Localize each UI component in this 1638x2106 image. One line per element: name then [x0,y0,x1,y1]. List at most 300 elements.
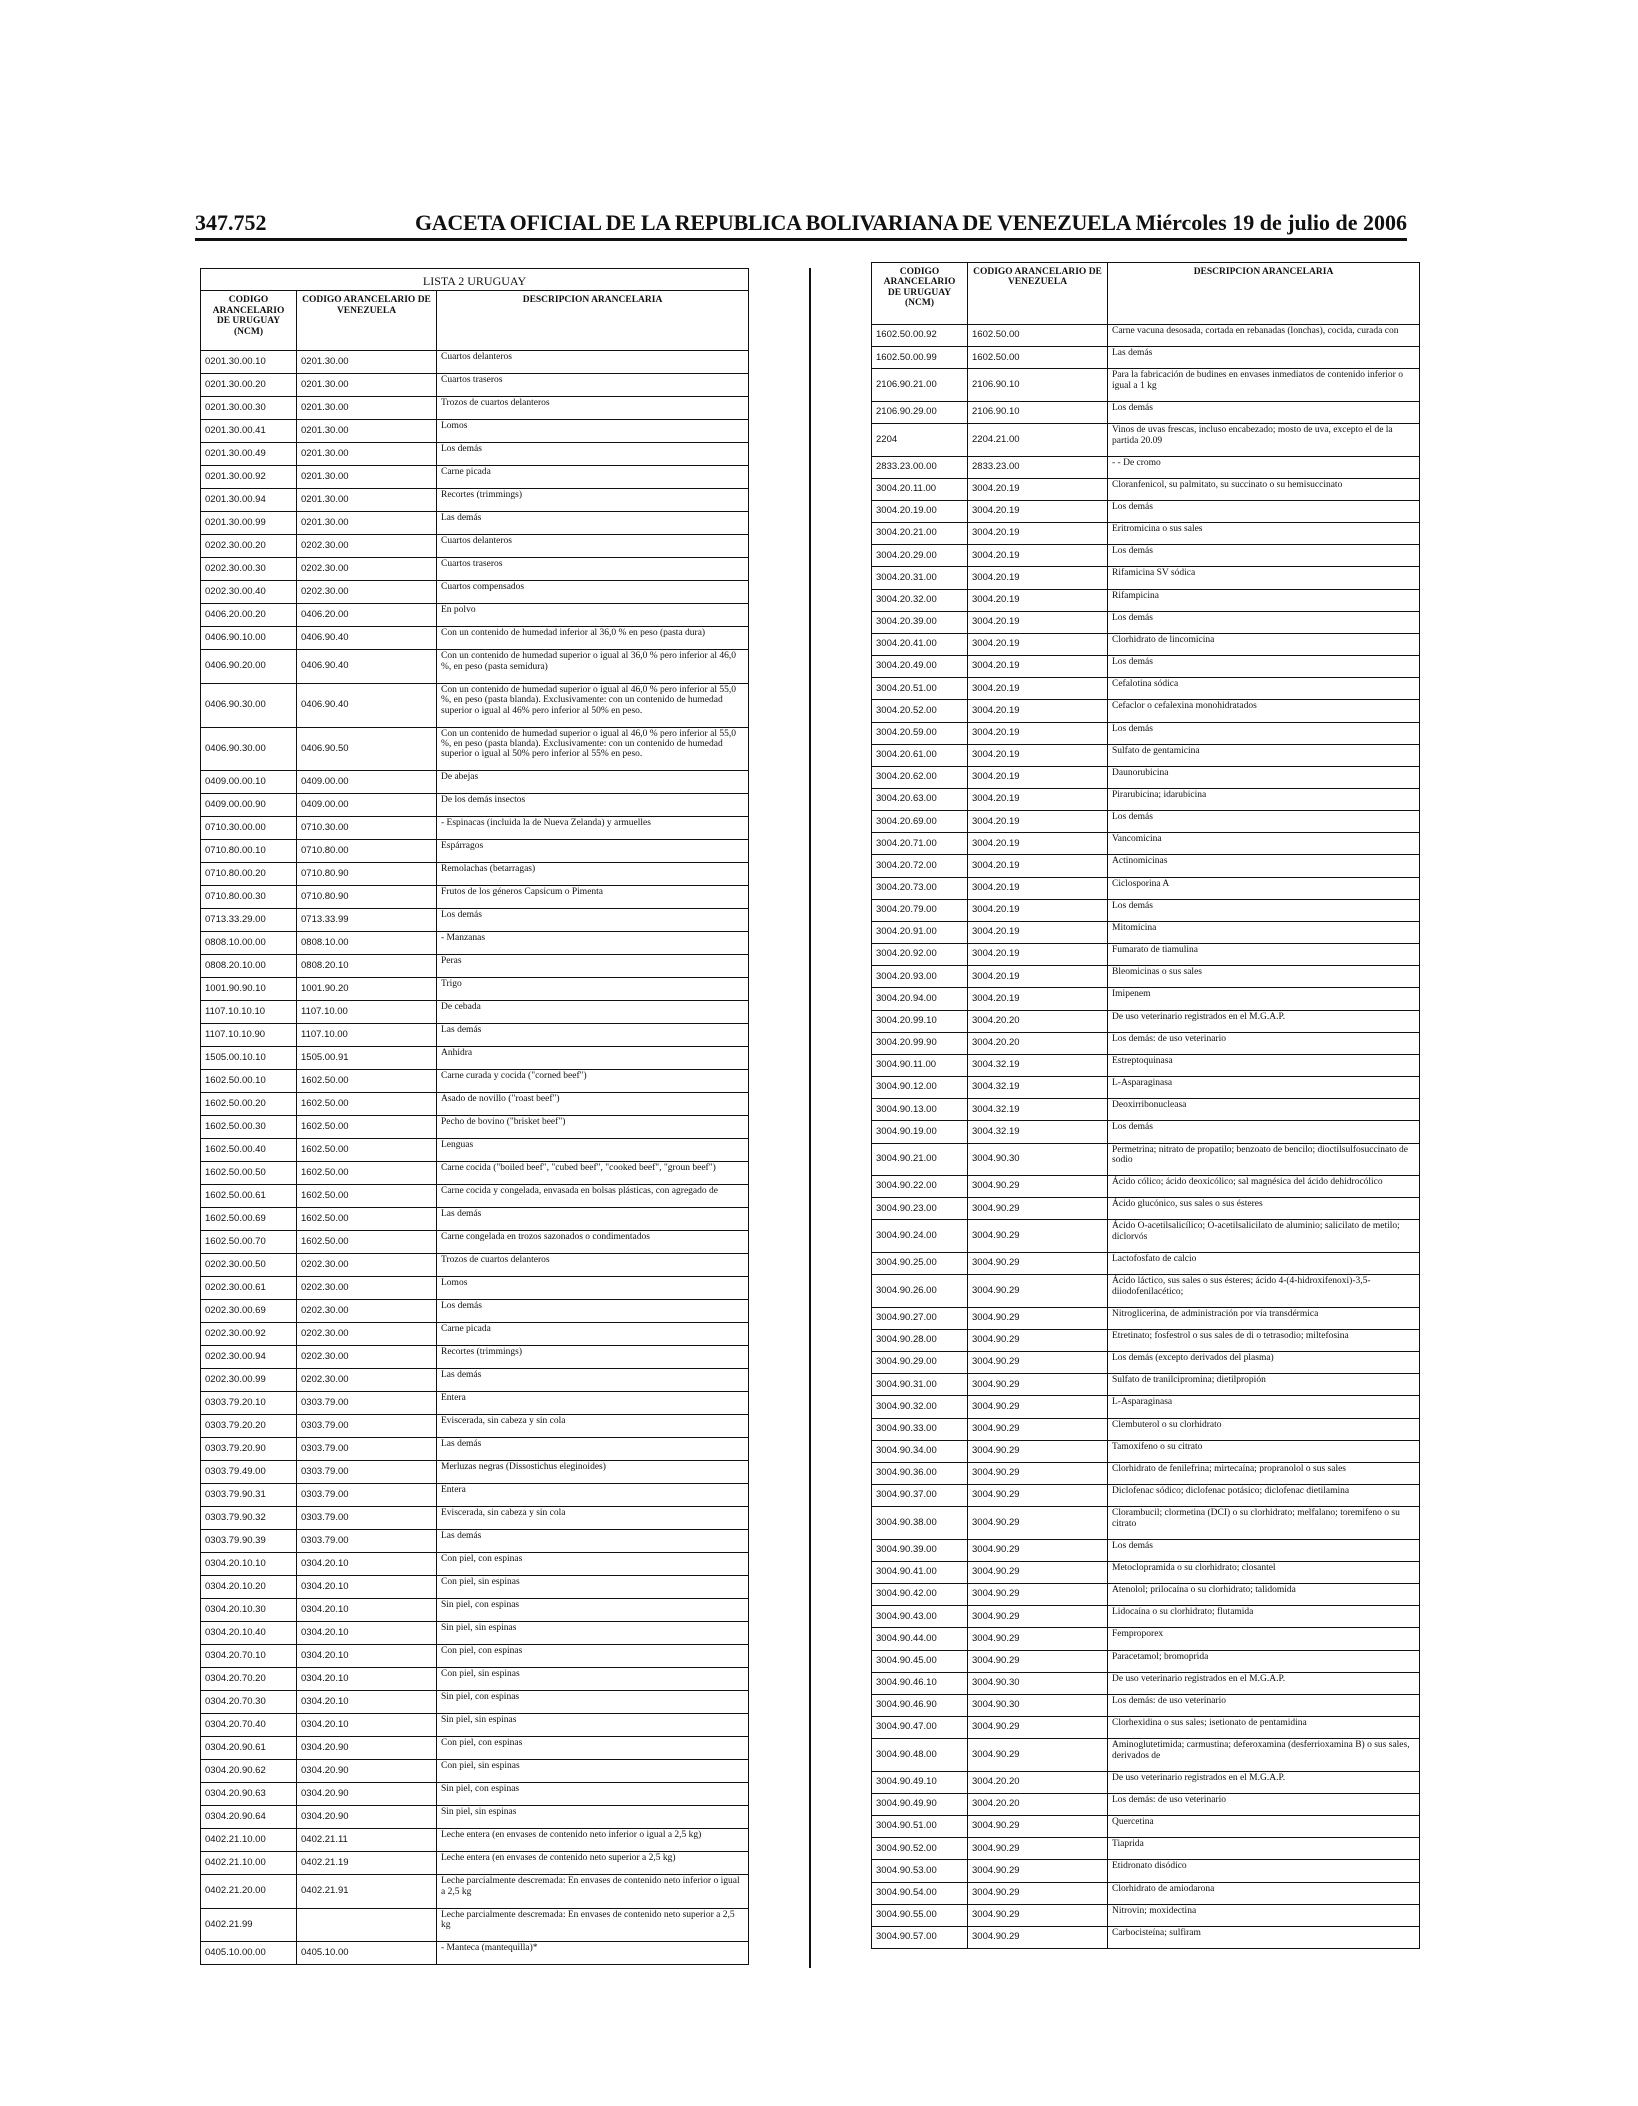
venezuela-code-cell: 3004.20.19 [968,656,1108,678]
description-cell: Con piel, con espinas [437,1645,749,1668]
description-cell: Lactofosfato de calcio [1108,1253,1420,1275]
uruguay-code-cell: 3004.90.46.90 [872,1694,968,1716]
uruguay-code-cell: 3004.90.41.00 [872,1561,968,1583]
venezuela-code-cell: 3004.20.20 [968,1010,1108,1032]
venezuela-code-cell: 0202.30.00 [297,1323,437,1346]
uruguay-code-cell: 3004.90.53.00 [872,1860,968,1882]
description-cell: Con piel, con espinas [437,1737,749,1760]
description-cell: Quercetina [1108,1816,1420,1838]
table-row [201,1024,749,1047]
venezuela-code-cell: 3004.32.19 [968,1099,1108,1121]
venezuela-code-cell: 1602.50.00 [297,1116,437,1139]
uruguay-code-cell: 0710.80.00.30 [201,886,297,909]
uruguay-code-cell: 0201.30.00.41 [201,420,297,443]
table-row [201,863,749,886]
venezuela-code-cell: 3004.90.30 [968,1143,1108,1176]
description-cell: Permetrina; nitrato de propatilo; benzoato de bencilo; dioctilsulfosuccinato de sodio [1108,1143,1420,1176]
venezuela-code-cell: 0303.79.00 [297,1484,437,1507]
uruguay-code-cell: 0303.79.20.10 [201,1392,297,1415]
table-row [201,1231,749,1254]
table-row [201,1668,749,1691]
uruguay-code-cell: 3004.90.52.00 [872,1838,968,1860]
uruguay-code-cell: 3004.20.39.00 [872,611,968,633]
uruguay-code-cell: 0304.20.10.10 [201,1553,297,1576]
uruguay-code-cell: 0304.20.90.61 [201,1737,297,1760]
table-row [201,886,749,909]
uruguay-code-cell: 0202.30.00.69 [201,1300,297,1323]
table-row [872,523,1420,545]
uruguay-code-cell: 0202.30.00.94 [201,1346,297,1369]
table-row [201,535,749,558]
venezuela-code-cell: 3004.20.19 [968,633,1108,655]
uruguay-code-cell: 3004.20.72.00 [872,855,968,877]
table-row [872,1143,1420,1176]
venezuela-code-cell: 3004.20.19 [968,523,1108,545]
uruguay-code-cell: 1602.50.00.20 [201,1093,297,1116]
description-cell: Las demás [437,1208,749,1231]
venezuela-code-cell: 3004.90.29 [968,1329,1108,1351]
uruguay-code-cell: 3004.90.38.00 [872,1507,968,1540]
description-cell: Sin piel, sin espinas [437,1714,749,1737]
uruguay-code-cell: 3004.20.99.10 [872,1010,968,1032]
uruguay-code-cell: 0201.30.00.99 [201,512,297,535]
description-cell: Vancomicina [1108,833,1420,855]
venezuela-code-cell: 0201.30.00 [297,397,437,420]
description-cell: Daunorubicina [1108,766,1420,788]
table-row [201,1254,749,1277]
venezuela-code-cell: 3004.90.29 [968,1198,1108,1220]
venezuela-code-cell: 3004.20.19 [968,744,1108,766]
uruguay-code-cell: 3004.90.46.10 [872,1672,968,1694]
uruguay-code-cell: 1602.50.00.61 [201,1185,297,1208]
description-cell: Con un contenido de humedad superior o igual al 46,0 % pero inferior al 55,0 %, en peso (pasta blanda). Exclusivamente: con un contenido de humedad superior o igual al 50% pero inferior al 55% en peso. [437,727,749,771]
column-header-venezuela-code: CODIGO ARANCELARIO DE VENEZUELA [297,291,437,351]
table-row [872,855,1420,877]
venezuela-code-cell: 0304.20.10 [297,1645,437,1668]
venezuela-code-cell: 0304.20.10 [297,1622,437,1645]
column-header-description: DESCRIPCION ARANCELARIA [1108,263,1420,325]
uruguay-code-cell: 3004.20.94.00 [872,988,968,1010]
table-row [872,1485,1420,1507]
table-row [872,1054,1420,1076]
description-cell: Cuartos traseros [437,374,749,397]
uruguay-code-cell: 3004.20.29.00 [872,545,968,567]
description-cell: Lomos [437,1277,749,1300]
venezuela-code-cell: 3004.90.29 [968,1606,1108,1628]
table-row [872,1507,1420,1540]
uruguay-code-cell: 0406.90.20.00 [201,650,297,683]
uruguay-code-cell: 0406.90.10.00 [201,627,297,650]
uruguay-code-cell: 0303.79.20.20 [201,1415,297,1438]
table-row [201,581,749,604]
table-row [872,1396,1420,1418]
venezuela-code-cell: 1602.50.00 [968,347,1108,369]
description-cell: Leche entera (en envases de contenido neto inferior o igual a 2,5 kg) [437,1829,749,1852]
description-cell: Carne picada [437,466,749,489]
description-cell: Sin piel, con espinas [437,1691,749,1714]
description-cell: Entera [437,1484,749,1507]
table-row [201,1461,749,1484]
description-cell: De uso veterinario registrados en el M.G.A.P. [1108,1672,1420,1694]
table-row [872,789,1420,811]
venezuela-code-cell: 0201.30.00 [297,512,437,535]
description-cell: Leche entera (en envases de contenido neto superior a 2,5 kg) [437,1852,749,1875]
uruguay-code-cell: 3004.90.22.00 [872,1176,968,1198]
venezuela-code-cell: 3004.90.29 [968,1253,1108,1275]
description-cell: L-Asparaginasa [1108,1077,1420,1099]
uruguay-code-cell: 0710.30.00.00 [201,817,297,840]
description-cell: Remolachas (betarragas) [437,863,749,886]
description-cell: Imipenem [1108,988,1420,1010]
venezuela-code-cell: 0303.79.00 [297,1507,437,1530]
description-cell: Vinos de uvas frescas, incluso encabezado; mosto de uva, excepto el de la partida 20.09 [1108,424,1420,457]
description-cell: Clorhexidina o sus sales; isetionato de pentamidina [1108,1717,1420,1739]
venezuela-code-cell: 0406.90.40 [297,627,437,650]
uruguay-code-cell: 3004.20.63.00 [872,789,968,811]
uruguay-code-cell: 3004.90.54.00 [872,1882,968,1904]
description-cell: Carne curada y cocida ("corned beef") [437,1070,749,1093]
uruguay-code-cell: 0201.30.00.92 [201,466,297,489]
uruguay-code-cell: 1107.10.10.10 [201,1001,297,1024]
uruguay-code-cell: 3004.90.11.00 [872,1054,968,1076]
description-cell: De los demás insectos [437,794,749,817]
column-header-uruguay-code: CODIGO ARANCELARIO DE URUGUAY (NCM) [201,291,297,351]
venezuela-code-cell: 3004.90.29 [968,1882,1108,1904]
description-cell: Los demás [1108,899,1420,921]
table-row [872,1329,1420,1351]
table-row [872,1462,1420,1484]
description-cell: Merluzas negras (Dissostichus eleginoides) [437,1461,749,1484]
uruguay-code-cell: 0304.20.10.40 [201,1622,297,1645]
venezuela-code-cell: 0303.79.00 [297,1392,437,1415]
description-cell: Leche parcialmente descremada: En envases de contenido neto superior a 2,5 kg [437,1908,749,1941]
table-row [872,811,1420,833]
venezuela-code-cell: 3004.32.19 [968,1121,1108,1143]
venezuela-code-cell: 1602.50.00 [297,1231,437,1254]
table-row [201,1507,749,1530]
table-row [201,683,749,727]
table-row [872,1352,1420,1374]
uruguay-code-cell: 0402.21.10.00 [201,1852,297,1875]
description-cell: Los demás [1108,611,1420,633]
description-cell: De uso veterinario registrados en el M.G.A.P. [1108,1010,1420,1032]
venezuela-code-cell: 3004.20.19 [968,899,1108,921]
table-row [872,722,1420,744]
venezuela-code-cell: 3004.32.19 [968,1054,1108,1076]
uruguay-code-cell: 0405.10.00.00 [201,1942,297,1965]
uruguay-code-cell: 3004.90.42.00 [872,1584,968,1606]
table-row [872,766,1420,788]
list-title: LISTA 2 URUGUAY [201,269,749,291]
description-cell: Los demás [1108,1539,1420,1561]
uruguay-code-cell: 3004.90.43.00 [872,1606,968,1628]
table-row [201,817,749,840]
uruguay-code-cell: 3004.20.51.00 [872,678,968,700]
uruguay-code-cell: 3004.90.31.00 [872,1374,968,1396]
uruguay-code-cell: 3004.20.59.00 [872,722,968,744]
table-row [201,840,749,863]
uruguay-code-cell: 3004.20.93.00 [872,966,968,988]
venezuela-code-cell: 3004.90.29 [968,1926,1108,1948]
uruguay-code-cell: 3004.20.91.00 [872,921,968,943]
venezuela-code-cell: 3004.20.19 [968,500,1108,522]
uruguay-code-cell: 3004.90.45.00 [872,1650,968,1672]
table-row [872,966,1420,988]
venezuela-code-cell: 0710.30.00 [297,817,437,840]
description-cell: Rifamicina SV sódica [1108,567,1420,589]
description-cell: Con piel, sin espinas [437,1760,749,1783]
venezuela-code-cell: 1602.50.00 [297,1093,437,1116]
table-row [201,1139,749,1162]
description-cell: Sin piel, con espinas [437,1599,749,1622]
table-row [872,1672,1420,1694]
venezuela-code-cell: 1602.50.00 [968,325,1108,347]
venezuela-code-cell: 3004.90.29 [968,1539,1108,1561]
table-row [872,1307,1420,1329]
table-row [872,1584,1420,1606]
table-row [201,1622,749,1645]
uruguay-code-cell: 0202.30.00.92 [201,1323,297,1346]
venezuela-code-cell: 0201.30.00 [297,466,437,489]
description-cell: Estreptoquinasa [1108,1054,1420,1076]
description-cell: Deoxirribonucleasa [1108,1099,1420,1121]
table-row [872,567,1420,589]
table-row [872,1077,1420,1099]
uruguay-code-cell: 1602.50.00.40 [201,1139,297,1162]
table-row [201,1530,749,1553]
description-cell: Femproporex [1108,1628,1420,1650]
table-row [872,369,1420,402]
table-row [872,944,1420,966]
uruguay-code-cell: 0402.21.99 [201,1908,297,1941]
description-cell: - - De cromo [1108,456,1420,478]
table-row [872,1121,1420,1143]
venezuela-code-cell: 3004.90.29 [968,1374,1108,1396]
table-row [872,1882,1420,1904]
venezuela-code-cell: 0304.20.90 [297,1783,437,1806]
description-cell: Ácido O-acetilsalicílico; O-acetilsalicilato de aluminio; salicilato de metilo; diclorvós [1108,1220,1420,1253]
table-row [872,589,1420,611]
venezuela-code-cell: 0303.79.00 [297,1530,437,1553]
table-row [872,1793,1420,1815]
venezuela-code-cell: 1602.50.00 [297,1185,437,1208]
venezuela-code-cell: 1107.10.00 [297,1001,437,1024]
description-cell: Los demás (excepto derivados del plasma) [1108,1352,1420,1374]
table-row [872,1926,1420,1948]
description-cell: Atenolol; prilocaína o su clorhidrato; talidomida [1108,1584,1420,1606]
table-row [872,656,1420,678]
uruguay-code-cell: 0406.90.30.00 [201,727,297,771]
venezuela-code-cell: 3004.90.29 [968,1220,1108,1253]
uruguay-code-cell: 3004.90.47.00 [872,1717,968,1739]
venezuela-code-cell: 0201.30.00 [297,443,437,466]
table-row [201,1783,749,1806]
description-cell: Eviscerada, sin cabeza y sin cola [437,1415,749,1438]
venezuela-code-cell: 3004.20.19 [968,478,1108,500]
description-cell: Aminoglutetimida; carmustina; deferoxamina (desferrioxamina B) o sus sales, derivados de [1108,1739,1420,1772]
uruguay-code-cell: 1602.50.00.70 [201,1231,297,1254]
table-row [201,1392,749,1415]
uruguay-code-cell: 1602.50.00.50 [201,1162,297,1185]
description-cell: Tamoxifeno o su citrato [1108,1440,1420,1462]
table-row [872,1374,1420,1396]
venezuela-code-cell: 3004.20.19 [968,855,1108,877]
description-cell: Clembuterol o su clorhidrato [1108,1418,1420,1440]
uruguay-code-cell: 3004.90.44.00 [872,1628,968,1650]
table-row [201,1093,749,1116]
venezuela-code-cell: 3004.90.29 [968,1561,1108,1583]
description-cell: Espárragos [437,840,749,863]
description-cell: Sin piel, sin espinas [437,1806,749,1829]
description-cell: Con un contenido de humedad superior o igual al 46,0 % pero inferior al 55,0 %, en peso (pasta blanda). Exclusivamente: con un contenido de humedad superior o igual al 46% pero inferior al 50% en peso. [437,683,749,727]
description-cell: Las demás [437,1369,749,1392]
description-cell: Pecho de bovino ("brisket beef") [437,1116,749,1139]
uruguay-code-cell: 0303.79.49.00 [201,1461,297,1484]
description-cell: Con un contenido de humedad inferior al 36,0 % en peso (pasta dura) [437,627,749,650]
table-row [201,466,749,489]
page-number: 347.752 [195,210,267,235]
description-cell: Frutos de los géneros Capsicum o Pimenta [437,886,749,909]
venezuela-code-cell: 0402.21.91 [297,1875,437,1908]
uruguay-code-cell: 3004.90.26.00 [872,1275,968,1308]
table-row [201,1047,749,1070]
venezuela-code-cell: 0808.10.00 [297,932,437,955]
venezuela-code-cell: 2833.23.00 [968,456,1108,478]
venezuela-code-cell: 0202.30.00 [297,1277,437,1300]
uruguay-code-cell: 3004.90.55.00 [872,1904,968,1926]
table-row [872,1253,1420,1275]
description-cell: Las demás [437,512,749,535]
venezuela-code-cell: 3004.20.19 [968,988,1108,1010]
uruguay-code-cell: 3004.90.29.00 [872,1352,968,1374]
venezuela-code-cell: 3004.90.29 [968,1176,1108,1198]
description-cell: Clorhidrato de amiodarona [1108,1882,1420,1904]
description-cell: Ácido cólico; ácido deoxicólico; sal magnésica del ácido dehidrocólico [1108,1176,1420,1198]
venezuela-code-cell: 3004.20.19 [968,589,1108,611]
table-row [201,1645,749,1668]
table-row [872,325,1420,347]
venezuela-code-cell: 0303.79.00 [297,1461,437,1484]
venezuela-code-cell: 3004.20.20 [968,1793,1108,1815]
venezuela-code-cell: 0202.30.00 [297,535,437,558]
uruguay-code-cell: 1107.10.10.90 [201,1024,297,1047]
table-row [201,1875,749,1908]
uruguay-code-cell: 0402.21.20.00 [201,1875,297,1908]
venezuela-code-cell: 0202.30.00 [297,581,437,604]
uruguay-code-cell: 0808.20.10.00 [201,955,297,978]
table-row [872,500,1420,522]
description-cell: Bleomicinas o sus sales [1108,966,1420,988]
table-header-row [872,263,1420,325]
uruguay-code-cell: 0202.30.00.20 [201,535,297,558]
venezuela-code-cell: 3004.90.29 [968,1628,1108,1650]
table-row [201,1369,749,1392]
uruguay-code-cell: 3004.20.61.00 [872,744,968,766]
uruguay-code-cell: 3004.90.27.00 [872,1307,968,1329]
table-row [872,1739,1420,1772]
venezuela-code-cell: 0409.00.00 [297,794,437,817]
venezuela-code-cell: 1001.90.20 [297,978,437,1001]
venezuela-code-cell: 0303.79.00 [297,1415,437,1438]
table-row [872,1440,1420,1462]
venezuela-code-cell: 0201.30.00 [297,374,437,397]
description-cell: Cuartos compensados [437,581,749,604]
table-row [872,347,1420,369]
venezuela-code-cell: 0202.30.00 [297,558,437,581]
uruguay-code-cell: 3004.20.41.00 [872,633,968,655]
table-row [872,988,1420,1010]
venezuela-code-cell: 0201.30.00 [297,351,437,374]
table-row [872,633,1420,655]
description-cell: Carne vacuna desosada, cortada en rebanadas (lonchas), cocida, curada con [1108,325,1420,347]
venezuela-code-cell: 3004.20.19 [968,877,1108,899]
uruguay-code-cell: 0402.21.10.00 [201,1829,297,1852]
description-cell: Los demás [1108,656,1420,678]
venezuela-code-cell: 3004.90.29 [968,1584,1108,1606]
gazette-title: GACETA OFICIAL DE LA REPUBLICA BOLIVARIANA DE VENEZUELA [415,210,1132,235]
venezuela-code-cell: 3004.20.19 [968,545,1108,567]
description-cell: Anhidra [437,1047,749,1070]
uruguay-code-cell: 3004.90.28.00 [872,1329,968,1351]
uruguay-code-cell: 3004.90.34.00 [872,1440,968,1462]
uruguay-code-cell: 1602.50.00.99 [872,347,968,369]
table-row [201,1908,749,1941]
venezuela-code-cell: 0808.20.10 [297,955,437,978]
uruguay-code-cell: 3004.90.12.00 [872,1077,968,1099]
table-row [872,424,1420,457]
description-cell: Los demás [437,1300,749,1323]
venezuela-code-cell: 3004.90.29 [968,1838,1108,1860]
description-cell: Peras [437,955,749,978]
description-cell: Eviscerada, sin cabeza y sin cola [437,1507,749,1530]
description-cell: Con un contenido de humedad superior o igual al 36,0 % pero inferior al 46,0 %, en peso (pasta semidura) [437,650,749,683]
venezuela-code-cell: 3004.20.19 [968,611,1108,633]
venezuela-code-cell: 1107.10.00 [297,1024,437,1047]
description-cell: Sulfato de tranilcipromina; dietilpropión [1108,1374,1420,1396]
uruguay-code-cell: 0202.30.00.30 [201,558,297,581]
table-row [201,1116,749,1139]
uruguay-code-cell: 0303.79.90.39 [201,1530,297,1553]
table-row [201,397,749,420]
uruguay-code-cell: 3004.20.31.00 [872,567,968,589]
description-cell: Para la fabricación de budines en envases inmediatos de contenido inferior o igual a 1 kg [1108,369,1420,402]
description-cell: Nitrovin; moxidectina [1108,1904,1420,1926]
venezuela-code-cell: 3004.90.29 [968,1717,1108,1739]
table-row [872,1694,1420,1716]
uruguay-code-cell: 0406.90.30.00 [201,683,297,727]
uruguay-code-cell: 0808.10.00.00 [201,932,297,955]
venezuela-code-cell: 0304.20.10 [297,1714,437,1737]
venezuela-code-cell: 3004.20.19 [968,811,1108,833]
venezuela-code-cell: 0405.10.00 [297,1942,437,1965]
uruguay-code-cell: 0202.30.00.61 [201,1277,297,1300]
uruguay-code-cell: 0710.80.00.20 [201,863,297,886]
table-row [872,1099,1420,1121]
description-cell: Metoclopramida o su clorhidrato; closantel [1108,1561,1420,1583]
venezuela-code-cell: 3004.90.29 [968,1739,1108,1772]
venezuela-code-cell: 0202.30.00 [297,1346,437,1369]
description-cell: Con piel, sin espinas [437,1668,749,1691]
venezuela-code-cell: 3004.90.29 [968,1307,1108,1329]
table-row [872,833,1420,855]
description-cell: Clorambucil; clormetina (DCI) o su clorhidrato; melfalano; toremifeno o su citrato [1108,1507,1420,1540]
table-row [201,351,749,374]
table-row [872,1717,1420,1739]
venezuela-code-cell: 0201.30.00 [297,420,437,443]
table-row [201,489,749,512]
column-divider [809,268,811,1968]
uruguay-code-cell: 0303.79.90.32 [201,1507,297,1530]
